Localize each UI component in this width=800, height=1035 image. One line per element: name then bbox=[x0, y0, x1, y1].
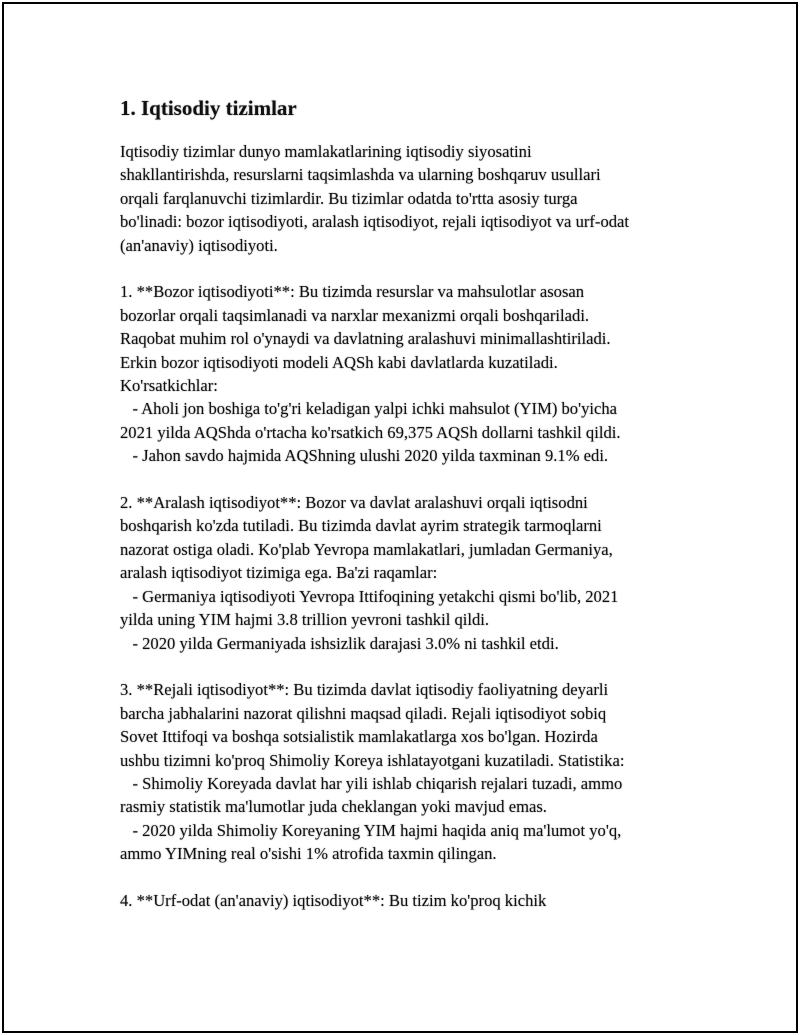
mixed-economy-paragraph bbox=[120, 491, 690, 655]
paragraph-line: 2. **Aralash iqtisodiyot**: Bozor va davlat aralashuvi orqali iqtisodni bbox=[120, 493, 588, 513]
paragraph-line: - Shimoliy Koreyada davlat har yili ishlab chiqarish rejalari tuzadi, ammo bbox=[120, 773, 623, 793]
paragraph-line: - 2020 yilda Germaniyada ishsizlik darajasi 3.0% ni tashkil etdi. bbox=[120, 633, 559, 653]
section-heading: 1. Iqtisodiy tizimlar bbox=[120, 96, 297, 120]
paragraph-line: Sovet Ittifoqi va boshqa sotsialistik mamlakatlarga xos bo'lgan. Hozirda bbox=[120, 727, 598, 747]
intro-line: (an'anaviy) iqtisodiyoti. bbox=[120, 235, 278, 255]
paragraph-line: barcha jabhalarini nazorat qilishni maqsad qiladi. Rejali iqtisodiyot sobiq bbox=[120, 703, 607, 723]
intro-line: shakllantirishda, resurslarni taqsimlashda va ularning boshqaruv usullari bbox=[120, 165, 601, 185]
paragraph-line: - Aholi jon boshiga to'g'ri keladigan yalpi ichki mahsulot (YIM) bo'yicha bbox=[120, 399, 618, 419]
intro-line: Iqtisodiy tizimlar dunyo mamlakatlarining iqtisodiy siyosatini bbox=[120, 142, 532, 161]
document-page bbox=[2, 2, 798, 1033]
intro-line: bo'linadi: bozor iqtisodiyoti, aralash iqtisodiyot, rejali iqtisodiyot va urf-odat bbox=[120, 212, 630, 232]
paragraph-line: yilda uning YIM hajmi 3.8 trillion yevroni tashkil qildi. bbox=[120, 610, 490, 630]
paragraph-line: 2021 yilda AQShda o'rtacha ko'rsatkich 69,375 AQSh dollarni tashkil qildi. bbox=[120, 422, 621, 442]
paragraph-line: Erkin bozor iqtisodiyoti modeli AQSh kabi davlatlarda kuzatiladi. bbox=[120, 352, 558, 372]
paragraph-line: rasmiy statistik ma'lumotlar juda cheklangan yoki mavjud emas. bbox=[120, 797, 547, 817]
paragraph-line: ammo YIMning real o'sishi 1% atrofida taxmin qilingan. bbox=[120, 844, 497, 864]
paragraph-line: 1. **Bozor iqtisodiyoti**: Bu tizimda resurslar va mahsulotlar asosan bbox=[120, 282, 585, 302]
paragraph-line: - Germaniya iqtisodiyoti Yevropa Ittifoqining yetakchi qismi bo'lib, 2021 bbox=[120, 586, 619, 606]
paragraph-line: bozorlar orqali taqsimlanadi va narxlar mexanizmi orqali boshqariladi. bbox=[120, 305, 590, 325]
paragraph-line: - Jahon savdo hajmida AQShning ulushi 2020 yilda taxminan 9.1% edi. bbox=[120, 446, 609, 466]
paragraph-line: ushbu tizimni ko'proq Shimoliy Koreya ishlatayotgani kuzatiladi. Statistika: bbox=[120, 750, 625, 770]
paragraph-line: nazorat ostiga oladi. Ko'plab Yevropa mamlakatlari, jumladan Germaniya, bbox=[120, 539, 613, 559]
document-content bbox=[120, 94, 690, 936]
paragraph-line: Raqobat muhim rol o'ynaydi va davlatning aralashuvi minimallashtiriladi. bbox=[120, 329, 611, 349]
intro-paragraph bbox=[120, 140, 690, 257]
traditional-economy-paragraph bbox=[120, 889, 690, 912]
paragraph-line: boshqarish ko'zda tutiladi. Bu tizimda davlat ayrim strategik tarmoqlarni bbox=[120, 516, 602, 536]
paragraph-line: - 2020 yilda Shimoliy Koreyaning YIM hajmi haqida aniq ma'lumot yo'q, bbox=[120, 820, 622, 840]
market-economy-paragraph bbox=[120, 280, 690, 467]
paragraph-line: 4. **Urf-odat (an'anaviy) iqtisodiyot**: Bu tizim ko'proq kichik bbox=[120, 890, 547, 910]
intro-line: orqali farqlanuvchi tizimlardir. Bu tizimlar odatda to'rtta asosiy turga bbox=[120, 188, 578, 208]
planned-economy-paragraph bbox=[120, 678, 690, 865]
paragraph-line: Ko'rsatkichlar: bbox=[120, 376, 218, 396]
paragraph-line: aralash iqtisodiyot tizimiga ega. Ba'zi raqamlar: bbox=[120, 563, 438, 583]
paragraph-line: 3. **Rejali iqtisodiyot**: Bu tizimda davlat iqtisodiy faoliyatning deyarli bbox=[120, 680, 609, 700]
